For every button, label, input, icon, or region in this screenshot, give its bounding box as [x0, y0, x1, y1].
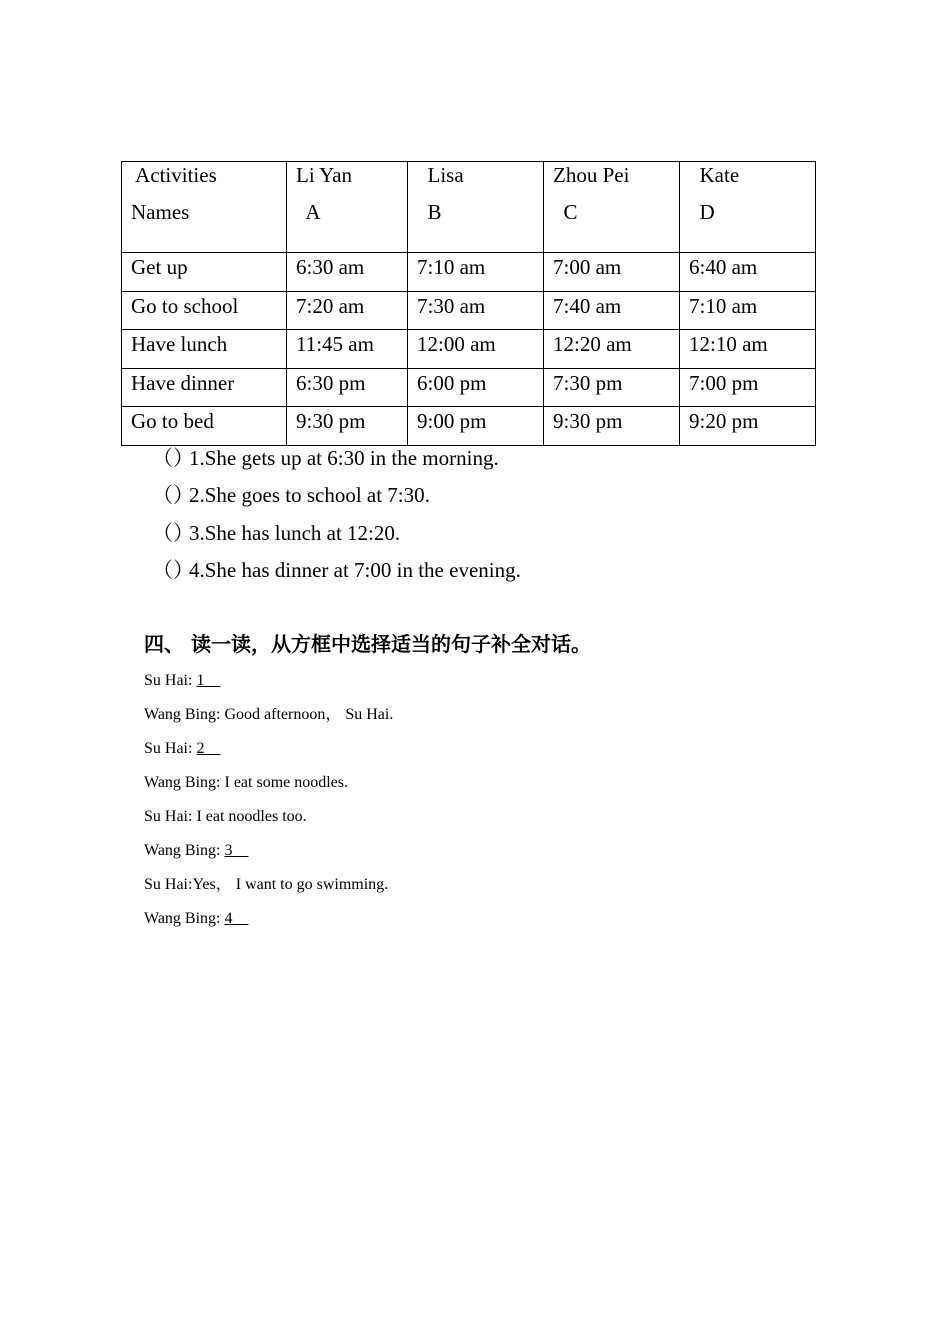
question-text: 2.She goes to school at 7:30.: [189, 483, 430, 508]
schedule-table: [121, 161, 816, 446]
header-line-2: D: [689, 200, 715, 224]
question-text: 4.She has dinner at 7:00 in the evening.: [189, 557, 521, 582]
table-cell: [544, 330, 680, 369]
table-cell: [287, 291, 408, 330]
cell-text: Go to bed: [131, 409, 214, 434]
cell-text: 7:10 am: [689, 293, 758, 318]
table-cell: [122, 253, 287, 292]
question-item: [152, 446, 521, 483]
header-line-1: Kate: [689, 163, 740, 187]
answer-blank[interactable]: 3: [224, 842, 249, 859]
table-cell: [680, 291, 816, 330]
table-cell: [408, 253, 544, 292]
header-cell-kate: [680, 162, 816, 253]
table-cell: [544, 407, 680, 446]
answer-parentheses[interactable]: （）: [152, 557, 194, 582]
cell-text: 6:40 am: [689, 255, 758, 279]
dialogue-line: [144, 842, 393, 876]
cell-text: Have lunch: [131, 332, 228, 357]
dialogue: [144, 672, 393, 944]
question-item: [152, 521, 521, 558]
header-line-2: Names: [131, 200, 190, 224]
answer-parentheses[interactable]: （）: [152, 483, 194, 508]
cell-text: 6:30 pm: [296, 370, 366, 395]
speaker: Wang Bing:: [144, 706, 225, 723]
cell-text: 7:30 pm: [553, 370, 623, 395]
header-line-2: B: [417, 200, 442, 224]
table-cell: [408, 368, 544, 407]
dialogue-line: [144, 740, 393, 774]
speaker: Wang Bing:: [144, 774, 225, 791]
table-cell: [122, 407, 287, 446]
table-row: [122, 407, 816, 446]
speaker: Wang Bing:: [144, 842, 225, 859]
dialogue-line: [144, 910, 393, 944]
header-cell-li-yan: [287, 162, 408, 253]
table-cell: [544, 253, 680, 292]
speaker: Su Hai:: [144, 740, 197, 757]
speaker: Su Hai:: [144, 672, 197, 689]
header-line-1: Li Yan: [296, 163, 353, 187]
question-item: [152, 483, 521, 520]
table-cell: [122, 291, 287, 330]
table-cell: [408, 407, 544, 446]
answer-blank[interactable]: 4: [224, 910, 249, 927]
true-false-questions: [152, 446, 521, 595]
cell-text: 9:30 pm: [553, 409, 623, 434]
table-cell: [287, 368, 408, 407]
answer-blank[interactable]: 1: [196, 672, 221, 689]
cell-text: 9:30 pm: [296, 409, 366, 434]
table-cell: [408, 291, 544, 330]
cell-text: 9:20 pm: [689, 409, 759, 434]
cell-text: Get up: [131, 255, 188, 279]
answer-blank[interactable]: 2: [196, 740, 221, 757]
table-cell: [544, 368, 680, 407]
table-row: [122, 253, 816, 292]
table-cell: [680, 330, 816, 369]
cell-text: 11:45 am: [296, 332, 374, 357]
table-row: [122, 368, 816, 407]
table-cell: [544, 291, 680, 330]
section-title: 四、 读一读，从方框中选择适当的句子补全对话。: [144, 632, 591, 656]
question-item: [152, 558, 521, 595]
table-cell: [122, 330, 287, 369]
speaker: Su Hai:: [144, 808, 197, 825]
header-line-1: Zhou Pei: [553, 163, 630, 187]
speaker: Wang Bing:: [144, 910, 225, 927]
dialogue-text: Yes， I want to go swimming.: [192, 876, 389, 893]
answer-parentheses[interactable]: （）: [152, 520, 194, 545]
table-row: [122, 291, 816, 330]
table-row: [122, 330, 816, 369]
header-cell-lisa: [408, 162, 544, 253]
header-line-1: Activities: [131, 163, 217, 187]
table-cell: [122, 368, 287, 407]
dialogue-line: [144, 808, 393, 842]
table-cell: [680, 407, 816, 446]
cell-text: 9:00 pm: [417, 409, 487, 434]
header-line-1: Lisa: [417, 163, 464, 187]
header-line-2: C: [553, 200, 578, 224]
cell-text: 7:40 am: [553, 293, 622, 318]
question-text: 1.She gets up at 6:30 in the morning.: [189, 446, 499, 470]
dialogue-line: [144, 706, 393, 740]
header-cell-zhou-pei: [544, 162, 680, 253]
cell-text: 7:00 pm: [689, 370, 759, 395]
cell-text: 6:30 am: [296, 255, 365, 279]
question-text: 3.She has lunch at 12:20.: [189, 520, 401, 545]
table-cell: [287, 407, 408, 446]
dialogue-line: [144, 876, 393, 910]
dialogue-text: I eat noodles too.: [196, 808, 307, 825]
cell-text: 7:00 am: [553, 255, 622, 279]
header-cell-activities-names: [122, 162, 287, 253]
header-line-2: A: [296, 200, 321, 224]
cell-text: 12:10 am: [689, 332, 768, 357]
table-cell: [287, 253, 408, 292]
dialogue-line: [144, 774, 393, 808]
table-cell: [408, 330, 544, 369]
cell-text: Have dinner: [131, 370, 235, 395]
cell-text: 7:10 am: [417, 255, 486, 279]
dialogue-text: I eat some noodles.: [224, 774, 349, 791]
speaker: Su Hai:: [144, 876, 193, 893]
table-header-row: [122, 162, 816, 253]
cell-text: 12:00 am: [417, 332, 496, 357]
cell-text: 7:30 am: [417, 293, 486, 318]
cell-text: 7:20 am: [296, 293, 365, 318]
dialogue-line: [144, 672, 393, 706]
table-cell: [287, 330, 408, 369]
dialogue-text: Good afternoon， Su Hai.: [224, 706, 394, 723]
cell-text: Go to school: [131, 293, 239, 318]
table-cell: [680, 368, 816, 407]
answer-parentheses[interactable]: （）: [152, 446, 194, 470]
cell-text: 12:20 am: [553, 332, 632, 357]
table-cell: [680, 253, 816, 292]
cell-text: 6:00 pm: [417, 370, 487, 395]
